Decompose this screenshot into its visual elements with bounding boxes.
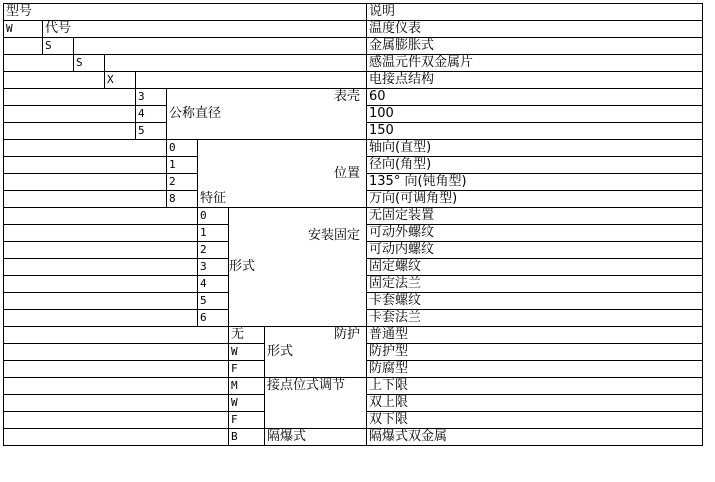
empty-cell [4, 191, 167, 208]
code-s2: S [74, 55, 105, 72]
table-row [4, 344, 703, 361]
empty-cell [4, 276, 198, 293]
shell-label: 表壳 [265, 89, 367, 106]
explosion-code: B [229, 429, 265, 446]
table-row [4, 378, 703, 395]
position-label: 位置 [265, 140, 367, 208]
mount-code: 1 [198, 225, 229, 242]
table-row [4, 38, 703, 55]
shell-desc: 150 [367, 123, 703, 140]
code-s1: S [43, 38, 74, 55]
position-code: 2 [167, 174, 198, 191]
desc-s2: 感温元件双金属片 [367, 55, 703, 72]
empty-cell [4, 429, 229, 446]
mount-desc: 无固定装置 [367, 208, 703, 225]
mount-code: 5 [198, 293, 229, 310]
empty-cell [4, 55, 74, 72]
mount-code: 3 [198, 259, 229, 276]
empty-cell [4, 378, 229, 395]
empty-cell [4, 395, 229, 412]
shell-code: 3 [136, 89, 167, 106]
table-row [4, 429, 703, 446]
mount-label: 安装固定 [265, 208, 367, 327]
table-row [4, 106, 703, 123]
empty-cell [4, 361, 229, 378]
protect-code: F [229, 361, 265, 378]
empty-cell [4, 225, 198, 242]
code-name-label: 代号 [43, 21, 367, 38]
empty-cell [4, 72, 105, 89]
protect-sublabel: 形式 [265, 344, 367, 378]
empty-cell [4, 293, 198, 310]
model-header: 型号 [4, 4, 367, 21]
mount-desc: 固定螺纹 [367, 259, 703, 276]
protect-desc: 普通型 [367, 327, 703, 344]
table-row [4, 208, 703, 225]
empty-cell [4, 259, 198, 276]
position-code: 1 [167, 157, 198, 174]
description-header: 说明 [367, 4, 703, 21]
contact-code: F [229, 412, 265, 429]
mount-sublabel: 形式 [229, 208, 265, 327]
shell-desc: 100 [367, 106, 703, 123]
empty-cell [4, 106, 136, 123]
empty-cell [74, 38, 367, 55]
empty-cell [136, 72, 367, 89]
spec-table [3, 3, 703, 446]
contact-label: 接点位式调节 [265, 378, 367, 429]
empty-cell [265, 123, 367, 140]
contact-desc: 双下限 [367, 412, 703, 429]
shell-code: 4 [136, 106, 167, 123]
desc-w: 温度仪表 [367, 21, 703, 38]
empty-cell [4, 242, 198, 259]
protect-label: 防护 [265, 327, 367, 344]
mount-desc: 可动外螺纹 [367, 225, 703, 242]
contact-code: M [229, 378, 265, 395]
position-sublabel: 特征 [198, 140, 265, 208]
table-row [4, 140, 703, 157]
shell-desc: 60 [367, 89, 703, 106]
desc-x: 电接点结构 [367, 72, 703, 89]
empty-cell [4, 344, 229, 361]
mount-desc: 可动内螺纹 [367, 242, 703, 259]
empty-cell [4, 38, 43, 55]
shell-sublabel: 公称直径 [167, 89, 265, 140]
mount-desc: 固定法兰 [367, 276, 703, 293]
empty-cell [4, 140, 167, 157]
contact-desc: 上下限 [367, 378, 703, 395]
code-x: X [105, 72, 136, 89]
empty-cell [105, 55, 367, 72]
table-row [4, 55, 703, 72]
table-row [4, 72, 703, 89]
position-desc: 万向(可调角型) [367, 191, 703, 208]
contact-code: W [229, 395, 265, 412]
contact-desc: 双上限 [367, 395, 703, 412]
protect-code: 无 [229, 327, 265, 344]
empty-cell [4, 412, 229, 429]
explosion-desc: 隔爆式双金属 [367, 429, 703, 446]
empty-cell [4, 174, 167, 191]
empty-cell [4, 123, 136, 140]
mount-code: 2 [198, 242, 229, 259]
mount-desc: 卡套法兰 [367, 310, 703, 327]
mount-code: 4 [198, 276, 229, 293]
table-row [4, 89, 703, 106]
header-row [4, 4, 703, 21]
position-desc: 135° 向(钝角型) [367, 174, 703, 191]
empty-cell [265, 106, 367, 123]
explosion-label: 隔爆式 [265, 429, 367, 446]
mount-code: 6 [198, 310, 229, 327]
mount-code: 0 [198, 208, 229, 225]
empty-cell [4, 327, 229, 344]
position-desc: 轴向(直型) [367, 140, 703, 157]
position-code: 8 [167, 191, 198, 208]
position-desc: 径向(角型) [367, 157, 703, 174]
table-row [4, 123, 703, 140]
empty-cell [4, 89, 136, 106]
mount-desc: 卡套螺纹 [367, 293, 703, 310]
position-code: 0 [167, 140, 198, 157]
empty-cell [4, 157, 167, 174]
table-row [4, 21, 703, 38]
table-row [4, 327, 703, 344]
protect-desc: 防腐型 [367, 361, 703, 378]
protect-code: W [229, 344, 265, 361]
shell-code: 5 [136, 123, 167, 140]
protect-desc: 防护型 [367, 344, 703, 361]
empty-cell [4, 208, 198, 225]
code-w: W [4, 21, 43, 38]
desc-s1: 金属膨胀式 [367, 38, 703, 55]
empty-cell [4, 310, 198, 327]
